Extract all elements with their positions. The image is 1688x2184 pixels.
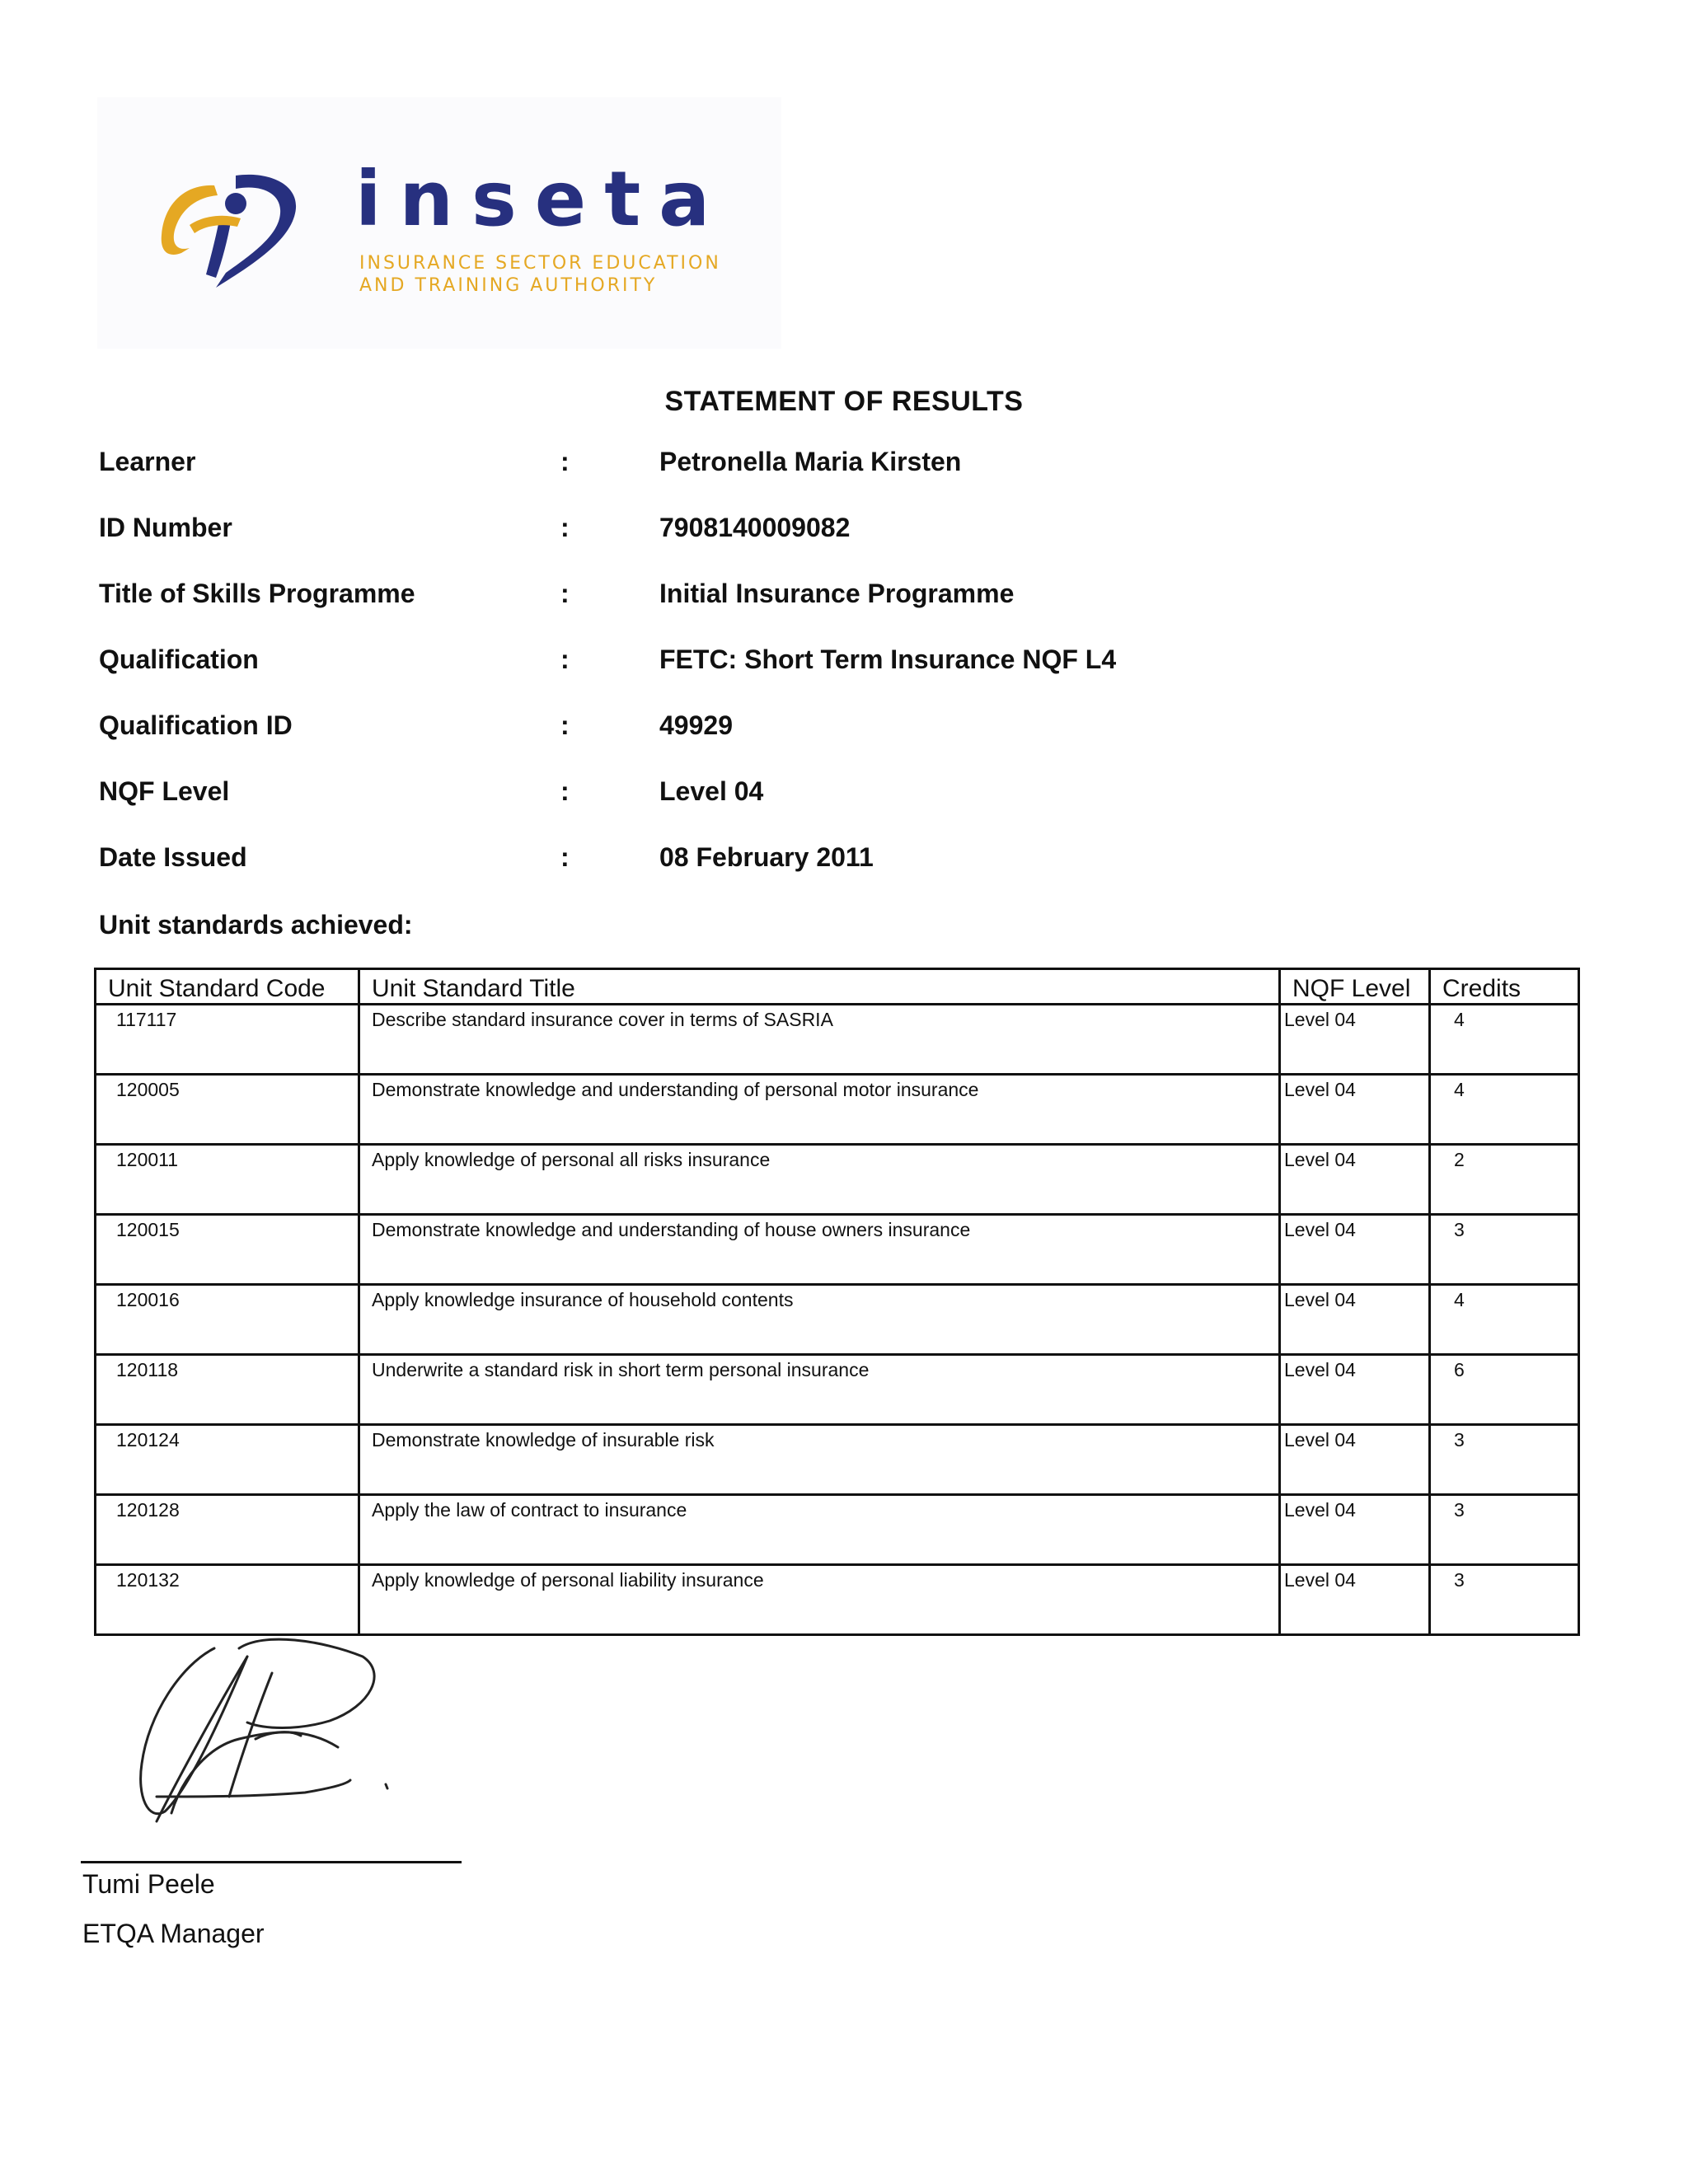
brand-wordmark: inseta	[355, 155, 729, 243]
unit-title: Apply knowledge of personal all risks insurance	[359, 1145, 1280, 1215]
column-header-level: NQF Level	[1280, 969, 1430, 1005]
unit-credits: 4	[1430, 1005, 1579, 1075]
unit-credits: 3	[1430, 1565, 1579, 1635]
document-title: STATEMENT OF RESULTS	[664, 386, 1024, 417]
table-row	[96, 1495, 1579, 1565]
field-separator: :	[560, 513, 570, 542]
unit-level: Level 04	[1280, 1355, 1430, 1425]
unit-code: 120015	[96, 1215, 359, 1285]
field-value: Initial Insurance Programme	[659, 579, 1015, 608]
table-row	[96, 1145, 1579, 1215]
unit-credits: 6	[1430, 1355, 1579, 1425]
column-header-credits: Credits	[1430, 969, 1579, 1005]
field-value: Level 04	[659, 776, 764, 806]
signatory-role: ETQA Manager	[82, 1919, 265, 1948]
table-row	[96, 1285, 1579, 1355]
field-label: Qualification	[99, 644, 259, 674]
field-label: Learner	[99, 447, 196, 476]
field-separator: :	[560, 447, 570, 476]
unit-code: 120128	[96, 1495, 359, 1565]
field-value: 49929	[659, 710, 733, 740]
unit-credits: 3	[1430, 1425, 1579, 1495]
unit-title: Apply knowledge of personal liability insurance	[359, 1565, 1280, 1635]
field-value: 08 February 2011	[659, 842, 874, 872]
unit-level: Level 04	[1280, 1215, 1430, 1285]
unit-title: Demonstrate knowledge and understanding of personal motor insurance	[359, 1075, 1280, 1145]
inseta-emblem-icon	[157, 167, 305, 291]
field-label: Qualification ID	[99, 710, 293, 740]
field-value: FETC: Short Term Insurance NQF L4	[659, 644, 1117, 674]
unit-title: Demonstrate knowledge and understanding of house owners insurance	[359, 1215, 1280, 1285]
unit-code: 120005	[96, 1075, 359, 1145]
unit-credits: 4	[1430, 1285, 1579, 1355]
unit-credits: 2	[1430, 1145, 1579, 1215]
unit-standards-table	[94, 968, 1580, 1636]
unit-level: Level 04	[1280, 1425, 1430, 1495]
table-row	[96, 1355, 1579, 1425]
field-separator: :	[560, 776, 570, 806]
field-separator: :	[560, 710, 570, 740]
unit-level: Level 04	[1280, 1145, 1430, 1215]
signatory-name: Tumi Peele	[82, 1869, 215, 1899]
field-label: Date Issued	[99, 842, 247, 872]
field-separator: :	[560, 644, 570, 674]
table-row	[96, 1075, 1579, 1145]
units-heading: Unit standards achieved:	[99, 910, 413, 940]
field-value: 7908140009082	[659, 513, 851, 542]
unit-code: 120118	[96, 1355, 359, 1425]
unit-code: 117117	[96, 1005, 359, 1075]
signature-image	[124, 1624, 420, 1846]
brand-subtitle-line1: INSURANCE SECTOR EDUCATION	[359, 253, 721, 274]
unit-title: Apply knowledge insurance of household contents	[359, 1285, 1280, 1355]
unit-code: 120016	[96, 1285, 359, 1355]
unit-level: Level 04	[1280, 1565, 1430, 1635]
unit-credits: 4	[1430, 1075, 1579, 1145]
field-label: ID Number	[99, 513, 232, 542]
unit-title: Underwrite a standard risk in short term personal insurance	[359, 1355, 1280, 1425]
signature-line	[81, 1861, 462, 1863]
inseta-logo	[97, 97, 781, 349]
unit-code: 120132	[96, 1565, 359, 1635]
column-header-code: Unit Standard Code	[96, 969, 359, 1005]
field-separator: :	[560, 579, 570, 608]
column-header-title: Unit Standard Title	[359, 969, 1280, 1005]
brand-subtitle	[359, 252, 721, 297]
table-header-row	[96, 969, 1579, 1005]
unit-level: Level 04	[1280, 1495, 1430, 1565]
unit-code: 120124	[96, 1425, 359, 1495]
brand-subtitle-line2: AND TRAINING AUTHORITY	[359, 275, 658, 296]
unit-code: 120011	[96, 1145, 359, 1215]
field-label: NQF Level	[99, 776, 230, 806]
unit-credits: 3	[1430, 1215, 1579, 1285]
unit-title: Demonstrate knowledge of insurable risk	[359, 1425, 1280, 1495]
unit-level: Level 04	[1280, 1075, 1430, 1145]
unit-title: Apply the law of contract to insurance	[359, 1495, 1280, 1565]
table-row	[96, 1425, 1579, 1495]
field-label: Title of Skills Programme	[99, 579, 415, 608]
unit-level: Level 04	[1280, 1005, 1430, 1075]
field-value: Petronella Maria Kirsten	[659, 447, 962, 476]
table-row	[96, 1005, 1579, 1075]
field-separator: :	[560, 842, 570, 872]
table-row	[96, 1215, 1579, 1285]
unit-credits: 3	[1430, 1495, 1579, 1565]
unit-title: Describe standard insurance cover in terms of SASRIA	[359, 1005, 1280, 1075]
unit-level: Level 04	[1280, 1285, 1430, 1355]
